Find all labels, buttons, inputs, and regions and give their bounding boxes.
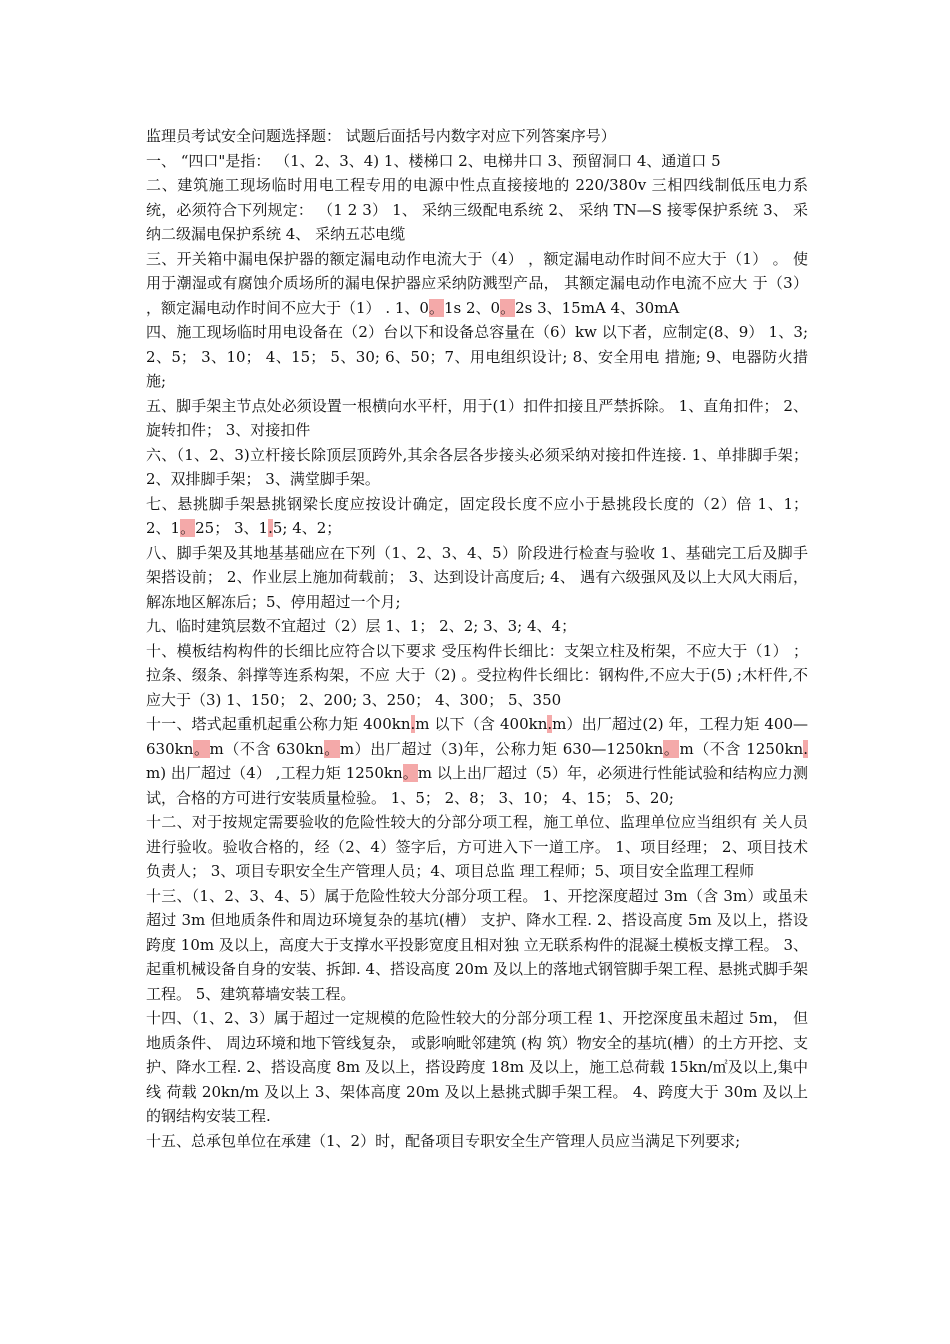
text-run: 一、 “四口"是指： （1、2、3、4) 1、楼梯口 2、电梯井口 3、预留洞口 4、通道口 5 — [146, 151, 721, 170]
question-paragraph — [146, 1129, 808, 1154]
highlight-mark: 。 — [428, 298, 444, 317]
text-run: 十五、总承包单位在承建（1、2）时，配备项目专职安全生产管理人员应当满足下列要求; — [146, 1131, 741, 1150]
text-run: 七、悬挑脚手架悬挑钢梁长度应按设计确定，固定段长度不应小于悬挑段长度的（2）倍 1、1； 2、1 — [146, 494, 808, 537]
question-paragraph — [146, 712, 808, 810]
question-paragraph — [146, 149, 808, 174]
text-run: 五、脚手架主节点处必须设置一根横向水平杆，用于(1）扣件扣接且严禁拆除。 1、直角扣件； 2、旋转扣件； 3、对接扣件 — [146, 396, 808, 439]
text-run: m）出厂超过(2) 年，工程力矩 400—630kn — [146, 715, 809, 758]
highlight-mark: . — [803, 739, 808, 758]
text-run: 十四、（1、2、3）属于超过一定规模的危险性较大的分部分项工程 1、开挖深度虽未超过 5m， 但地质条件、 周边环境和地下管线复杂， 或影响毗邻建筑 (构 筑）物安全的基坑(槽）的土方开挖、支护、降水工程. 2、搭设高度 8m 及以上，搭设跨度 18m 及以上，施工总荷载 15kn/㎡及以上,集中线 荷载 20kn/m 及以上 3、架体高度 20m 及以上悬挑式脚手架工程。 4、跨度大于 30m 及以上的钢结构安装工程. — [146, 1009, 808, 1125]
highlight-mark: 。 — [193, 739, 210, 758]
document-body — [146, 149, 808, 1154]
highlight-mark: . — [410, 715, 416, 733]
question-paragraph — [146, 492, 808, 541]
question-paragraph — [146, 810, 808, 884]
highlight-mark: . — [268, 519, 273, 537]
highlight-mark: 。 — [663, 739, 680, 758]
text-run: 25； 3、1 — [195, 519, 269, 537]
question-paragraph — [146, 614, 808, 639]
text-run: 十、模板结构构件的长细比应符合以下要求 受压构件长细比：支架立柱及桁架，不应大于（1） ；拉条、缀条、斜撑等连系构架，不应 大于（2) 。受拉构件长细比：钢构件,不应大于(5) ;木杆件,不应大于（3) 1、150； 2、200; 3、250； 4、300； 5、350 — [146, 641, 808, 709]
text-run: 十一、塔式起重机起重公称力矩 400kn — [146, 715, 411, 733]
highlight-mark: 。 — [180, 519, 196, 537]
question-paragraph — [146, 247, 808, 321]
text-run: m）出厂超过（3)年，公称力矩 630—1250kn — [339, 739, 664, 758]
text-run: m) 出厂超过（4） ,工程力矩 1250kn — [146, 764, 403, 782]
text-run: 八、脚手架及其地基基础应在下列（1、2、3、4、5）阶段进行检查与验收 1、基础完工后及脚手架搭设前； 2、作业层上施加荷载前； 3、达到设计高度后; 4、 遇有六级强风及以上大风大雨后，解冻地区解冻后；5、停用超过一个月; — [146, 543, 808, 611]
question-paragraph — [146, 394, 808, 443]
document-title: 监理员考试安全问题选择题： 试题后面括号内数字对应下列答案序号） — [146, 127, 616, 145]
text-run: 九、临时建筑层数不宜超过（2）层 1、1； 2、2; 3、3; 4、4； — [146, 617, 577, 635]
text-run: m（不含 1250kn — [679, 739, 804, 758]
question-paragraph — [146, 541, 808, 615]
question-paragraph — [146, 884, 808, 1007]
text-run: 5; 4、2； — [272, 519, 342, 537]
text-run: 二、建筑施工现场临时用电工程专用的电源中性点直接接地的 220/380v 三相四线制低压电力系统，必须符合下列规定： （1 2 3） 1、 采纳三级配电系统 2、 采纳 TN—S 接零保护系统 3、 采纳二级漏电保护系统 4、 采纳五芯电缆 — [146, 176, 808, 243]
question-paragraph — [146, 1006, 808, 1129]
text-run: 三、开关箱中漏电保护器的额定漏电动作电流大于（4） ，额定漏电动作时间不应大于（1） 。 使用于潮湿或有腐蚀介质场所的漏电保护器应采纳防溅型产品， 其额定漏电动作电流不应大 于（3） ，额定漏电动作时间不应大于（1） . 1、0 — [146, 249, 808, 317]
question-paragraph — [146, 443, 808, 492]
highlight-mark: 。 — [402, 764, 418, 782]
text-run: 2s 3、15mA 4、30mA — [515, 298, 680, 317]
highlight-mark: . — [547, 715, 553, 733]
text-run: m 以下（含 400kn — [415, 715, 548, 733]
question-paragraph — [146, 639, 808, 713]
text-run: 十二、对于按规定需要验收的危险性较大的分部分项工程，施工单位、监理单位应当组织有 关人员进行验收。验收合格的，经（2、4）签字后，方可进入下一道工序。 1、项目经理； 2、项目技术负责人； 3、项目专职安全生产管理人员；4、项目总监 理工程师；5、项目安全监理工程师 — [146, 813, 808, 880]
text-run: m 以上出厂超过（5）年，必须进行性能试验和结构应力测 试，合格的方可进行安装质量检验。 1、5； 2、8； 3、10； 4、15； 5、20; — [146, 764, 808, 807]
highlight-mark: 。 — [500, 298, 516, 317]
text-run: 四、施工现场临时用电设备在（2）台以下和设备总容量在（6）kw 以下者，应制定(8、9） 1、3; 2、5； 3、10； 4、15； 5、30; 6、50；7、用电组织设计; 8、安全用电 措施; 9、电器防火措施; — [146, 323, 808, 390]
text-run: m（不含 630kn — [209, 739, 324, 758]
text-run: 1s 2、0 — [443, 298, 501, 317]
text-run: 六、（1、2、3)立杆接长除顶层顶跨外,其余各层各步接头必须采纳对接扣件连接. 1、单排脚手架； 2、双排脚手架； 3、满堂脚手架。 — [146, 445, 808, 488]
question-paragraph — [146, 173, 808, 247]
text-run: 十三、（1、2、3、4、5）属于危险性较大分部分项工程。 1、开挖深度超过 3m（含 3m）或虽未超过 3m 但地质条件和周边环境复杂的基坑(槽） 支护、降水工程. 2、搭设高度 5m 及以上，搭设跨度 10m 及以上，高度大于支撑水平投影宽度且相对独 立无联系构件的混凝土模板支撑工程。 3、起重机械设备自身的安装、拆卸. 4、搭设高度 20m 及以上的落地式钢管脚手架工程、悬挑式脚手架工程。 5、建筑幕墙安装工程。 — [146, 886, 808, 1003]
highlight-mark: 。 — [323, 739, 340, 758]
question-paragraph — [146, 320, 808, 394]
